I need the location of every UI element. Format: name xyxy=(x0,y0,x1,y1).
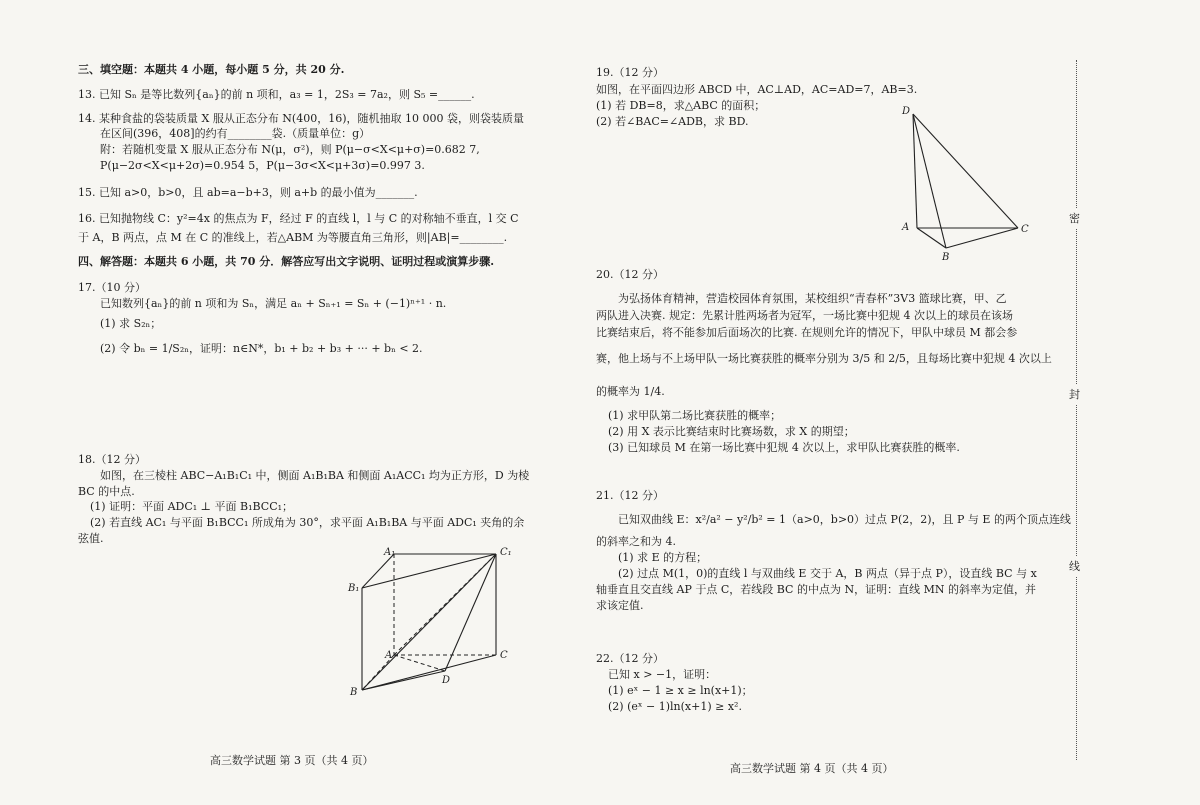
right-page-line: 为弘扬体育精神，营造校园体育氛围，某校组织“青春杯”3V3 篮球比赛，甲、乙 xyxy=(618,292,1007,305)
left-page-line: 四、解答题：本题共 6 小题，共 70 分．解答应写出文字说明、证明过程或演算步骤. xyxy=(78,255,495,268)
left-page-line: 16. 已知抛物线 C：y²=4x 的焦点为 F，经过 F 的直线 l，l 与 C 的对称轴不垂直，l 交 C xyxy=(78,212,519,225)
quadrilateral-figure xyxy=(898,100,1038,263)
left-page-line: 附：若随机变量 X 服从正态分布 N(μ，σ²)，则 P(μ−σ<X<μ+σ)=0.682 7, xyxy=(100,143,480,156)
right-page-line: (2) 过点 M(1，0)的直线 l 与双曲线 E 交于 A，B 两点（异于点 P），设直线 BC 与 x xyxy=(618,567,1037,580)
left-page-line: (1) 证明：平面 ADC₁ ⊥ 平面 B₁BCC₁； xyxy=(90,500,294,513)
label-B: B xyxy=(350,687,358,698)
right-page-line: (1) 求甲队第二场比赛获胜的概率； xyxy=(608,409,782,422)
label-A: A xyxy=(902,222,910,233)
left-footer: 高三数学试题 第 3 页（共 4 页） xyxy=(210,754,374,767)
label-D: D xyxy=(442,675,451,686)
label-D: D xyxy=(902,106,911,117)
label-C: C xyxy=(500,650,508,661)
left-page xyxy=(72,0,542,805)
left-page-line: (2) 若直线 AC₁ 与平面 B₁BCC₁ 所成角为 30°，求平面 A₁B₁BA 与平面 ADC₁ 夹角的余 xyxy=(90,516,525,529)
right-page-line: 的概率为 1/4. xyxy=(596,385,665,398)
left-page-line: 三、填空题：本题共 4 小题，每小题 5 分，共 20 分. xyxy=(78,63,345,76)
left-page-line: 在区间(396，408]的约有________袋.（质量单位：g） xyxy=(100,127,371,140)
right-page xyxy=(590,0,1071,805)
right-page-line: 求该定值. xyxy=(596,599,644,612)
left-page-line: 18.（12 分） xyxy=(78,453,146,466)
right-page-line: 赛，他上场与不上场甲队一场比赛获胜的概率分别为 3/5 和 2/5，且每场比赛中犯规 4 次以上 xyxy=(596,352,1052,365)
left-page-line: 14. 某种食盐的袋装质量 X 服从正态分布 N(400，16)，随机抽取 10 000 袋，则袋装质量 xyxy=(78,112,524,125)
label-A1: A₁ xyxy=(384,547,396,558)
right-page-line: (1) 求 E 的方程； xyxy=(618,551,708,564)
prism-figure xyxy=(346,545,526,698)
right-page-line: (1) eˣ − 1 ≥ x ≥ ln(x+1)； xyxy=(608,684,753,697)
right-page-line: 22.（12 分） xyxy=(596,652,664,665)
right-page-line: 21.（12 分） xyxy=(596,489,664,502)
left-page-line: 弦值. xyxy=(78,532,104,545)
label-C: C xyxy=(1021,224,1029,235)
left-page-line: P(μ−2σ<X<μ+2σ)=0.954 5，P(μ−3σ<X<μ+3σ)=0.997 3. xyxy=(100,159,425,172)
label-B: B xyxy=(942,252,950,263)
right-page-line: 已知 x > −1，证明： xyxy=(608,668,717,681)
right-page-line: 已知双曲线 E：x²/a² − y²/b² = 1（a>0，b>0）过点 P(2，2)，且 P 与 E 的两个顶点连线 xyxy=(618,513,1071,526)
right-page-line: 20.（12 分） xyxy=(596,268,664,281)
left-page-line: 15. 已知 a>0，b>0，且 ab=a−b+3，则 a+b 的最小值为_______. xyxy=(78,186,418,199)
right-page-line: 比赛结束后，将不能参加后面场次的比赛. 在规则允许的情况下，甲队中球员 M 都会参 xyxy=(596,326,1018,339)
right-footer: 高三数学试题 第 4 页（共 4 页） xyxy=(730,762,894,775)
left-page-line: (2) 令 bₙ = 1/S₂ₙ，证明：n∈N*，b₁ + b₂ + b₃ + ··· + bₙ < 2. xyxy=(100,342,423,355)
left-page-line: 已知数列{aₙ}的前 n 项和为 Sₙ，满足 aₙ + Sₙ₊₁ = Sₙ + (−1)ⁿ⁺¹ · n. xyxy=(100,297,447,310)
right-page-line: 如图，在平面四边形 ABCD 中，AC⊥AD，AC=AD=7，AB=3. xyxy=(596,83,918,96)
left-page-line: 13. 已知 Sₙ 是等比数列{aₙ}的前 n 项和，a₃ = 1，2S₃ = 7a₂，则 S₅ =______. xyxy=(78,88,475,101)
seal-char-3: 线 xyxy=(1069,556,1080,576)
label-C1: C₁ xyxy=(500,547,512,558)
label-A: A xyxy=(385,650,393,661)
right-page-line: (2) 若∠BAC=∠ADB，求 BD. xyxy=(596,115,749,128)
right-page-line: 19.（12 分） xyxy=(596,66,664,79)
right-page-line: 轴垂直且交直线 AP 于点 C，若线段 BC 的中点为 N，证明：直线 MN 的斜率为定值，并 xyxy=(596,583,1036,596)
left-page-line: (1) 求 S₂ₙ； xyxy=(100,317,162,330)
label-B1: B₁ xyxy=(348,583,360,594)
right-page-line: (3) 已知球员 M 在第一场比赛中犯规 4 次以上，求甲队比赛获胜的概率. xyxy=(608,441,960,454)
left-page-line: 于 A，B 两点，点 M 在 C 的准线上，若△ABM 为等腰直角三角形，则|AB|=________. xyxy=(78,231,508,244)
right-page-line: (2) (eˣ − 1)ln(x+1) ≥ x². xyxy=(608,700,742,713)
right-page-line: (1) 若 DB=8，求△ABC 的面积； xyxy=(596,99,766,112)
left-page-line: BC 的中点. xyxy=(78,485,135,498)
right-page-line: 两队进入决赛. 规定：先累计胜两场者为冠军，一场比赛中犯规 4 次以上的球员在该场 xyxy=(596,309,1013,322)
left-page-line: 如图，在三棱柱 ABC−A₁B₁C₁ 中，侧面 A₁B₁BA 和侧面 A₁ACC₁ 均为正方形，D 为棱 xyxy=(100,469,530,482)
left-page-line: 17.（10 分） xyxy=(78,281,146,294)
seal-line xyxy=(1076,60,1078,760)
right-page-line: (2) 用 X 表示比赛结束时比赛场数，求 X 的期望； xyxy=(608,425,855,438)
right-page-line: 的斜率之和为 4. xyxy=(596,535,676,548)
seal-char-1: 密 xyxy=(1069,208,1080,228)
seal-char-2: 封 xyxy=(1069,384,1080,404)
